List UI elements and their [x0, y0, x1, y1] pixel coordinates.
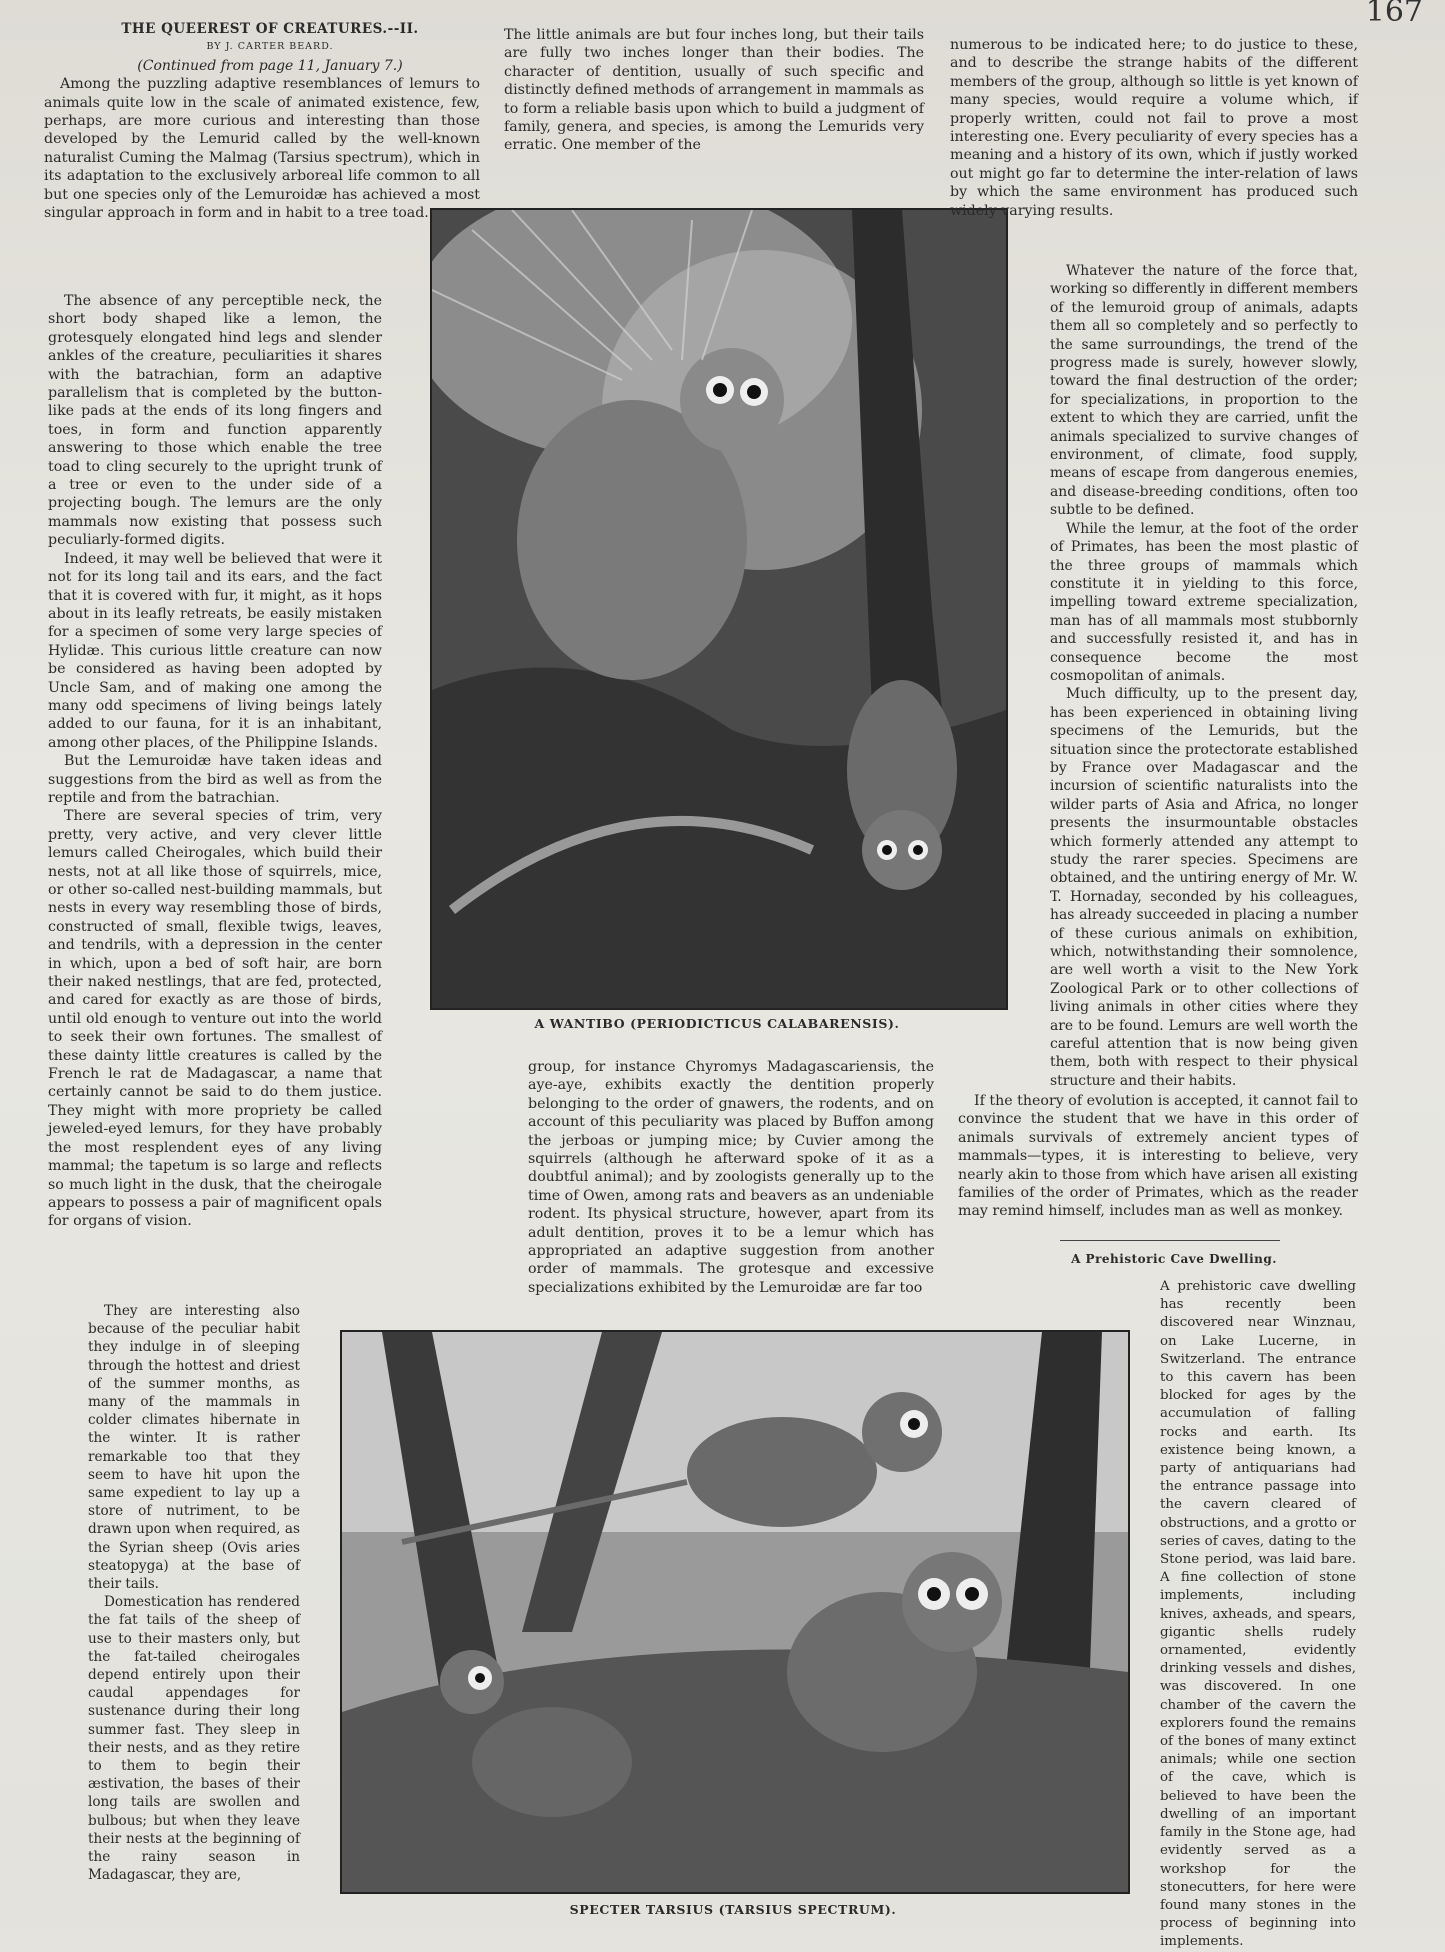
article-column-1 [44, 20, 480, 222]
wantibo-illustration [430, 208, 1008, 1010]
wantibo-caption: A WANTIBO (PERIODICTICUS CALABARENSIS). [534, 1016, 900, 1031]
divider-rule [1060, 1240, 1280, 1241]
article-paragraph: Much difficulty, up to the present day, has been experienced in obtaining living specimens of the Lemurids, but the situation since the protectorate established by France over Madagascar and the incursion of scientific naturalists into the wilder parts of Asia and Africa, no longer presents the insurmountable obstacles which formerly attended any attempt to study the rarer species. Specimens are obtained, and the untiring energy of Mr. W. T. Hornaday, seconded by his colleagues, has already succeeded in placing a number of these curious animals on exhibition, which, notwithstanding their somnolence, are well worth a visit to the New York Zoological Park or to other collections of living animals in other cities where they are to be found. Lemurs are well worth the careful attention that is now being given them, both with respect to their physical structure and their habits. [1050, 686, 1358, 1089]
article-paragraph: Whatever the nature of the force that, working so differently in different members of the lemuroid group of animals, adapts them all so completely and so perfectly to the same surroundings, the trend of the progress made is surely, however slowly, toward the final destruction of the order; for specializations, in proportion to the extent to which they are carried, unfit the animals specialized to survive changes of environment, of climate, food supply, means of escape from dangerous enemies, and disease-breeding conditions, often too subtle to be defined. [1050, 263, 1358, 519]
article-paragraph: Among the puzzling adaptive resemblances of lemurs to animals quite low in the scale of animated existence, few, perhaps, are more curious and interesting than those developed by the Lemurid called by the well-known naturalist Cuming the Malmag (Tarsius spectrum), which in its adaptation to the exclusively arboreal life common to all but one species only of the Lemuroidæ has achieved a most singular approach in form and in habit to a tree toad. [44, 76, 480, 222]
article-paragraph: They are interesting also because of the peculiar habit they indulge in of sleeping through the hottest and driest of the summer months, as many of the mammals in colder climates hibernate in the winter. It is rather remarkable too that they seem to have hit upon the same expedient to lay up a store of nutriment, to be drawn upon when required, as the Syrian sheep (Ovis aries steatopyga) at the base of their tails. [88, 1303, 300, 1593]
article-byline: BY J. CARTER BEARD. [206, 41, 334, 53]
continued-note: (Continued from page 11, January 7.) [137, 57, 403, 74]
wantibo-engraving-icon [432, 210, 1006, 1008]
article-paragraph: While the lemur, at the foot of the order of Primates, has been the most plastic of the three groups of mammals which constitute it in yielding to this force, impelling toward extreme specialization, man has of all mammals most stubbornly and successfully resisted it, and has in consequence become the most cosmopolitan of animals. [1050, 520, 1358, 684]
tarsius-caption: SPECTER TARSIUS (TARSIUS SPECTRUM). [569, 1902, 897, 1917]
sidebar-headline: A Prehistoric Cave Dwelling. [1071, 1252, 1277, 1266]
sidebar-text [1160, 1278, 1356, 1952]
article-column-3-lower [958, 1092, 1358, 1221]
article-paragraph: The absence of any perceptible neck, the short body shaped like a lemon, the grotesquely elongated hind legs and slender ankles of the creature, peculiarities it shares with the batrachian, form an adaptive parallelism that is completed by the button-like pads at the ends of its long fingers and toes, in form and function apparently answering to those which enable the tree toad to cling securely to the upright trunk of a tree or even to the under side of a projecting bough. The lemurs are the only mammals now existing that possess such peculiarly-formed digits. [48, 293, 382, 549]
article-paragraph: If the theory of evolution is accepted, it cannot fail to convince the student that we have in this order of animals survivals of extremely ancient types of mammals—types, it is interesting to believe, very nearly akin to those from which have arisen all existing families of the order of Primates, which as the reader may remind himself, includes man as well as monkey. [958, 1093, 1358, 1220]
article-headline: THE QUEEREST OF CREATURES.--II. [121, 21, 419, 37]
article-column-2-top [504, 26, 924, 155]
sidebar-cave-dwelling [976, 1250, 1356, 1268]
article-column-2-bottom [528, 1058, 934, 1297]
page-number: 167 [1365, 0, 1423, 29]
tarsius-illustration [340, 1330, 1130, 1894]
article-column-3-narrow [1050, 262, 1358, 1090]
article-paragraph: group, for instance Chyromys Madagascariensis, the aye-aye, exhibits exactly the dentition properly belonging to the order of gnawers, the rodents, and on account of this peculiarity was placed by Buffon among the jerboas or jumping mice; by Cuvier among the squirrels (although he afterward spoke of it as a doubtful animal); and by zoologists generally up to the time of Owen, among rats and beavers as an undeniable rodent. Its physical structure, however, apart from its adult dentition, proves it to be a lemur which has appropriated an adaptive suggestion from another order of mammals. The grotesque and excessive specializations exhibited by the Lemuroidæ are far too [528, 1059, 934, 1296]
article-paragraph: Domestication has rendered the fat tails of the sheep of use to their masters only, but the fat-tailed cheirogales depend entirely upon their caudal appendages for sustenance during their long summer fast. They sleep in their nests, and as they retire to them to begin their æstivation, the bases of their long tails are swollen and bulbous; but when they leave their nests at the beginning of the rainy season in Madagascar, they are, [88, 1594, 300, 1884]
article-column-3 [950, 36, 1358, 220]
article-paragraph: The little animals are but four inches long, but their tails are fully two inches longer than their bodies. The character of dentition, usually of such specific and distinctly defined methods of arrangement in mammals as to form a reliable basis upon which to build a judgment of family, genera, and species, is among the Lemurids very erratic. One member of the [504, 27, 924, 154]
tarsius-engraving-icon [342, 1332, 1128, 1892]
article-paragraph: But the Lemuroidæ have taken ideas and suggestions from the bird as well as from the reptile and from the batrachian. [48, 753, 382, 806]
sidebar-paragraph: A prehistoric cave dwelling has recently been discovered near Winznau, on Lake Lucerne, in Switzerland. The entrance to this cavern has been blocked for ages by the accumulation of falling rocks and earth. Its existence being known, a party of antiquarians had the entrance passage into the cavern cleared of obstructions, and a grotto or series of caves, dating to the Stone period, was laid bare. A fine collection of stone implements, including knives, axheads, and spears, gigantic shells rudely ornamented, evidently drinking vessels and dishes, was discovered. In one chamber of the cavern the explorers found the remains of the bones of many extinct animals; while one section of the cave, which is believed to have been the dwelling of an important family in the Stone age, had evidently served as a workshop for the stonecutters, for here were found many stones in the process of beginning into implements. [1160, 1279, 1356, 1950]
article-paragraph: Indeed, it may well be believed that were it not for its long tail and its ears, and the fact that it is covered with fur, it might, as it hops about in its leafly retreats, be easily mistaken for a specimen of some very large species of Hylidæ. This curious little creature can now be considered as having been adopted by Uncle Sam, and of making one among the many odd specimens of living beings lately added to our fauna, for it is an inhabitant, among other places, of the Philippine Islands. [48, 550, 382, 751]
article-paragraph: There are several species of trim, very pretty, very active, and very clever little lemurs called Cheirogales, which build their nests, not at all like those of squirrels, mice, or other so-called nest-building mammals, but nests in every way resembling those of birds, constructed of small, flexible twigs, leaves, and tendrils, with a depression in the center in which, upon a bed of soft hair, are born their naked nestlings, that are fed, protected, and cared for exactly as are those of birds, until old enough to venture out into the world to seek their own fortunes. The smallest of these dainty little creatures is called by the French le rat de Madagascar, a name that certainly cannot be said to do them justice. They might with more propriety be called jeweled-eyed lemurs, for they have probably the most resplendent eyes of any living mammal; the tapetum is so large and reflects so much light in the dusk, that the cheirogale appears to possess a pair of magnificent opals for organs of vision. [48, 808, 382, 1230]
article-column-1-narrow [48, 292, 382, 1231]
article-column-1-lower [88, 1302, 300, 1885]
article-paragraph: numerous to be indicated here; to do justice to these, and to describe the strange habits of the different members of the group, although so little is yet known of many species, would require a volume which, if properly written, could not fail to prove a most interesting one. Every peculiarity of every species has a meaning and a history of its own, which if justly worked out might go far to determine the inter-relation of laws by which the same environment has produced such widely varying results. [950, 37, 1358, 219]
